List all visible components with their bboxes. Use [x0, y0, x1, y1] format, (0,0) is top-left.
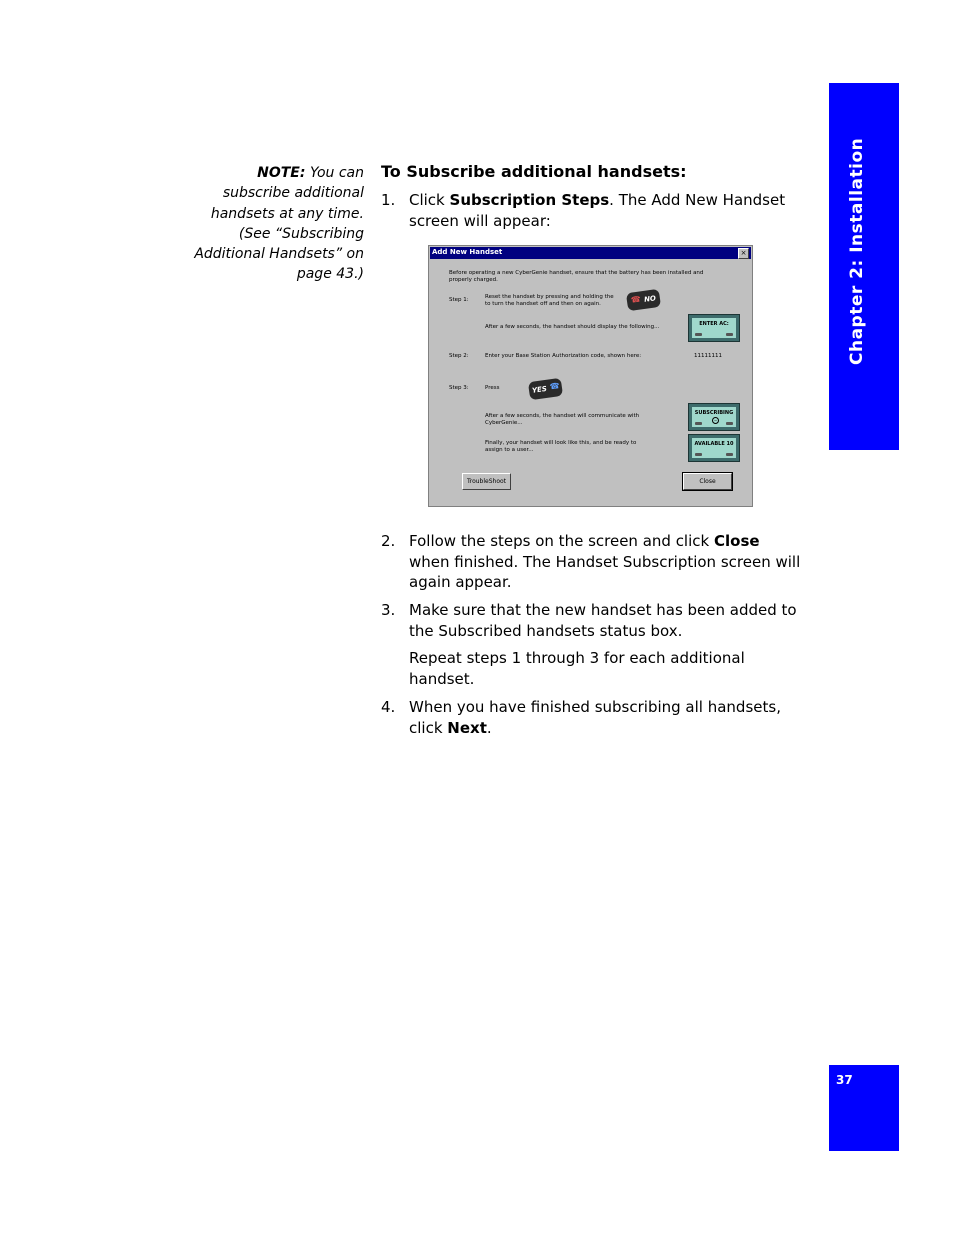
page-number-box [829, 1065, 899, 1151]
step-number: 1. [381, 191, 396, 209]
step-1 [381, 190, 801, 231]
step-text: Click [409, 191, 450, 209]
no-key [626, 289, 661, 311]
auth-code: 11111111 [694, 353, 722, 359]
troubleshoot-button[interactable]: TroubleShoot [462, 473, 511, 490]
lcd-enter-ac [688, 314, 740, 342]
close-button[interactable]: Close [683, 473, 732, 490]
chapter-tab-label: Chapter 2: Installation [847, 137, 867, 365]
step-text: when finished. The Handset Subscription screen will again appear. [409, 552, 801, 592]
step-text: Follow the steps on the screen and click [409, 532, 714, 550]
lcd-text: SUBSCRIBING [694, 410, 734, 416]
yes-key [528, 378, 563, 400]
dialog-intro: Before operating a new CyberGenie handset, ensure that the battery has been installed and properly charged. [449, 270, 704, 283]
lcd-subscribing [688, 403, 740, 431]
step2-label: Step 2: [449, 353, 469, 359]
phone-icon: ☎ [630, 294, 642, 305]
repeat-paragraph: Repeat steps 1 through 3 for each additional handset. [409, 649, 745, 688]
step-text: When you have finished subscribing all handsets, click [409, 698, 781, 737]
close-icon[interactable]: × [738, 248, 749, 259]
step-text: . [486, 718, 492, 737]
dialog-titlebar [430, 247, 751, 259]
step3-after: After a few seconds, the handset will communicate with CyberGenie... [485, 413, 640, 426]
no-key-label: NO [643, 294, 657, 304]
note-label: NOTE: [257, 165, 306, 181]
final-text: Finally, your handset will look like this, and be ready to assign to a user... [485, 440, 637, 453]
step-number: 3. [381, 601, 396, 619]
side-note [186, 163, 364, 285]
step-3 [381, 600, 801, 641]
step-number: 4. [381, 698, 396, 716]
step-number: 2. [381, 532, 396, 550]
step-bold: Subscription Steps [449, 191, 610, 209]
step2-text: Enter your Base Station Authorization code, shown here: [485, 353, 642, 359]
lcd-text: AVAILABLE 10 [694, 441, 734, 447]
step1-text: Reset the handset by pressing and holding the to turn the handset off and then on again. [485, 294, 614, 307]
step1-after: After a few seconds, the handset should display the following... [485, 324, 660, 330]
step3-text: Press [485, 385, 500, 391]
step1-label: Step 1: [449, 297, 469, 303]
yes-key-label: YES [531, 384, 548, 395]
lcd-available [688, 434, 740, 462]
step-bold: Close [713, 532, 760, 550]
phone-icon: ☎ [549, 381, 561, 392]
step-text: . The Add New Handset screen will appear: [409, 191, 786, 230]
dialog-title: Add New Handset [432, 248, 503, 256]
add-new-handset-dialog [428, 245, 753, 507]
section-heading: To Subscribe additional handsets: [381, 162, 687, 181]
step3-label: Step 3: [449, 385, 469, 391]
step-4 [381, 697, 801, 738]
note-text: You can subscribe additional handsets at any time. (See “Subscribing Additional Handsets” on page 43.) [194, 165, 364, 283]
step-text: Make sure that the new handset has been added to the Subscribed handsets status box. [409, 601, 797, 640]
step-bold: Next [447, 718, 487, 737]
step-2 [381, 531, 801, 593]
status-icon: − [713, 418, 718, 423]
lcd-text: ENTER AC: [699, 321, 729, 327]
page-number: 37 [836, 1073, 853, 1087]
